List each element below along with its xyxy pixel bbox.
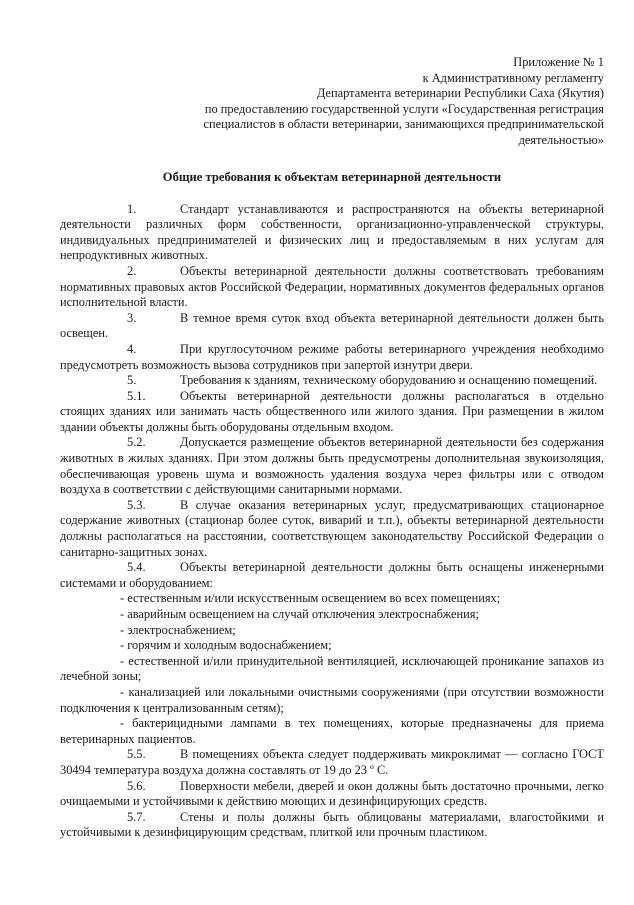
item-number: 5.5. xyxy=(127,747,146,762)
bullet-item: - аварийным освещением на случай отключения электроснабжения; xyxy=(120,607,479,621)
bullet-item: - естественной и/или принудительной вентиляцией, исключающей проникание запахов из лечебной зоны; xyxy=(60,653,604,684)
item-text: Требования к зданиям, техническому оборудованию и оснащению помещений. xyxy=(180,373,598,388)
header-line: специалистов в области ветеринарии, занимающихся предпринимательской xyxy=(203,117,604,132)
item-text: В темное время суток вход объекта ветеринарной деятельности должен быть освещен. xyxy=(60,310,604,341)
list-item xyxy=(60,747,604,778)
item-text: Допускается размещение объектов ветеринарной деятельности без содержания животных в жилых зданиях. При этом должны быть предусмотрены дополнительная звукоизоляция, обеспечивающая уровень шума и возможность удаления воздуха через фильтры или с отводом воздуха в соответствии с действующими санитарными нормами. xyxy=(60,435,604,497)
list-item xyxy=(60,810,604,841)
header-line: по предоставлению государственной услуги «Государственная регистрация xyxy=(204,101,604,116)
bullet-item: - электроснабжением; xyxy=(120,622,236,637)
item-text: Стены и полы должны быть облицованы материалами, влагостойкими и устойчивыми к дезинфицирующим средствам, плиткой или прочным пластиком. xyxy=(60,809,604,840)
bullet-item: - бактерицидными лампами в тех помещениях, которые предназначены для приема ветеринарных пациентов. xyxy=(60,716,604,746)
list-item xyxy=(60,779,604,810)
list-item xyxy=(60,435,604,497)
appendix-header xyxy=(60,0,604,149)
item-text: Стандарт устанавливаются и распространяются на объекты ветеринарной деятельности различных форм собственности, организационно-управленческой структуры, индивидуальных предпринимателей и физических лиц и предоставляемым в них услугам для непродуктивных животных. xyxy=(60,201,604,263)
item-number: 5.4. xyxy=(127,560,146,575)
item-number: 5. xyxy=(127,373,137,388)
list-item xyxy=(60,342,604,373)
item-text: В случае оказания ветеринарных услуг, предусматривающих стационарное содержание животных (стационар более суток, виварий и т.п.), объекты ветеринарной деятельности должны располагаться на расстоянии, соответствующем законодательству Российской Федерации о санитарно-защитных зонах. xyxy=(60,497,604,559)
item-number: 4. xyxy=(127,341,137,356)
bullet-item: - горячим и холодным водоснабжением; xyxy=(120,638,332,653)
header-line: к Административному регламенту xyxy=(422,70,604,85)
header-line: Приложение № 1 xyxy=(513,55,604,69)
item-number: 5.6. xyxy=(127,778,146,793)
list-item xyxy=(60,560,604,591)
item-number: 5.7. xyxy=(127,809,146,824)
document-body xyxy=(60,202,604,841)
list-item xyxy=(60,311,604,342)
bullet-item: - естественным и/или искусственным освещением во всех помещениях; xyxy=(120,591,501,606)
item-text: В помещениях объекта следует поддерживать микроклимат — согласно ГОСТ 30494 температура воздуха должна составлять от 19 до 23 º С. xyxy=(60,747,604,777)
item-number: 5.2. xyxy=(127,435,146,450)
item-number: 5.1. xyxy=(127,388,146,403)
bullet-item: - канализацией или локальными очистными сооружениями (при отсутствии возможности подключения к централизованным сетям); xyxy=(60,684,604,715)
list-item xyxy=(60,389,604,436)
list-item xyxy=(60,202,604,264)
header-line: деятельностью» xyxy=(518,132,604,147)
list-item xyxy=(60,373,604,389)
item-text: Объекты ветеринарной деятельности должны соответствовать требованиям нормативных правовых актов Российской Федерации, нормативных документов федеральных органов исполнительной власти. xyxy=(60,263,604,310)
item-text: Объекты ветеринарной деятельности должны быть оснащены инженерными системами и оборудованием: xyxy=(60,560,604,590)
item-number: 3. xyxy=(127,310,137,325)
item-number: 1. xyxy=(127,201,137,216)
item-text: Объекты ветеринарной деятельности должны располагаться в отдельно стоящих зданиях или занимать часть общественного или жилого здания. При размещении в жилом здании объекты должны быть оборудованы отдельным входом. xyxy=(60,388,604,434)
item-number: 2. xyxy=(127,263,137,278)
list-item xyxy=(60,498,604,560)
item-text: При круглосуточном режиме работы ветеринарного учреждения необходимо предусмотреть возможность вызова сотрудников при запертой изнутри двери. xyxy=(60,341,604,372)
document-title: Общие требования к объектам ветеринарной деятельности xyxy=(162,169,502,184)
item-number: 5.3. xyxy=(127,497,146,512)
header-line: Департамента ветеринарии Республики Саха (Якутия) xyxy=(316,86,604,101)
item-text: Поверхности мебели, дверей и окон должны быть достаточно прочными, легко очищаемыми и устойчивыми к действию моющих и дезинфицирующих средств. xyxy=(60,778,604,809)
list-item xyxy=(60,264,604,311)
